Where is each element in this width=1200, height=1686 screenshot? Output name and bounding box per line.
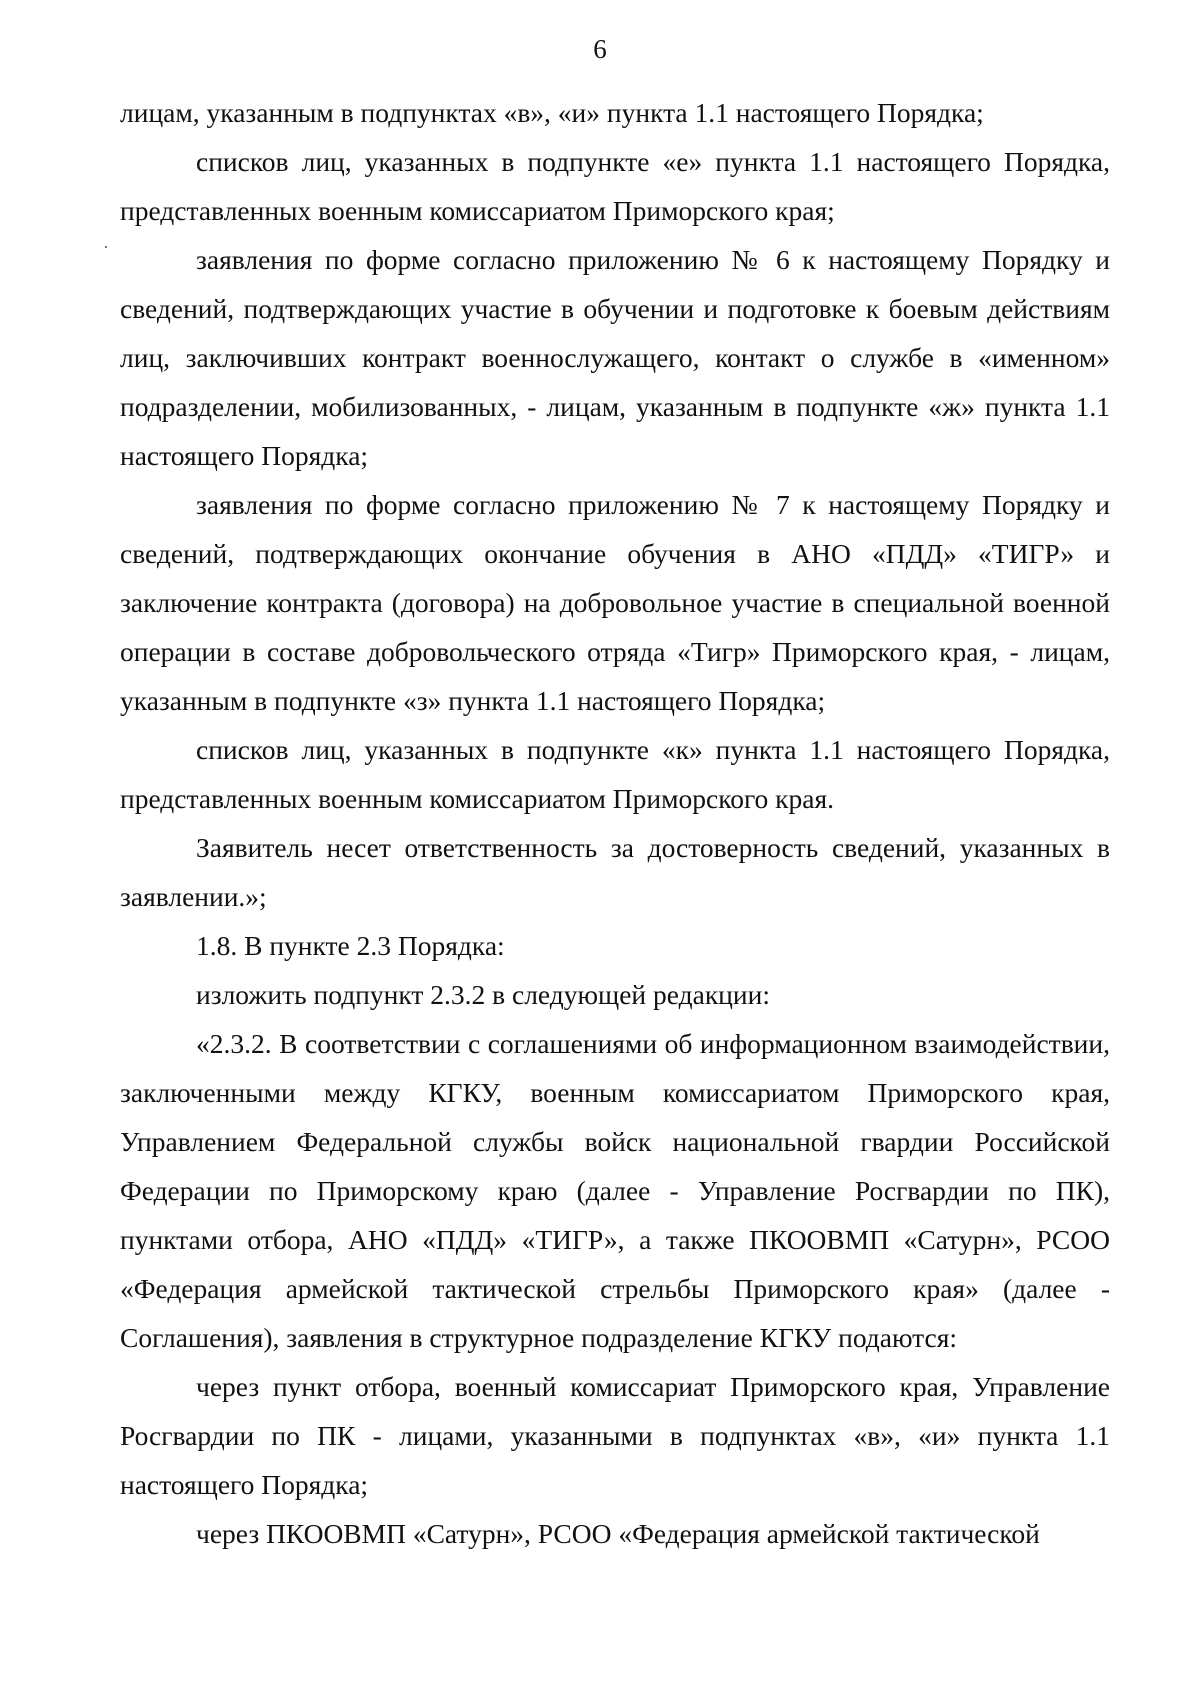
paragraph-application-6: заявления по форме согласно приложению № 6 к настоящему Порядку и сведений, подтверждающих участие в обучении и подготовке к боевым действиям лиц, заключивших контракт военнослужащего, контакт о службе в «именном» подразделении, мобилизованных, - лицам, указанным в подпункте «ж» пункта 1.1 настоящего Порядка; (120, 244, 1110, 471)
paragraph-responsibility: Заявитель несет ответственность за достоверность сведений, указанных в заявлении.»; (120, 832, 1110, 912)
paragraph-lists-k: списков лиц, указанных в подпункте «к» пункта 1.1 настоящего Порядка, представленных военным комиссариатом Приморского края. (120, 734, 1110, 814)
paragraph-amend-2-3-2: изложить подпункт 2.3.2 в следующей редакции: (196, 979, 770, 1010)
paragraph-section-1-8: 1.8. В пункте 2.3 Порядка: (196, 930, 505, 961)
page-number: 6 (593, 34, 607, 64)
scan-speck (105, 246, 107, 248)
document-body (120, 88, 1110, 1558)
paragraph-via-saturn: через ПКООВМП «Сатурн», РСОО «Федерация армейской тактической (196, 1518, 1040, 1549)
paragraph-continuation: лицам, указанным в подпунктах «в», «и» пункта 1.1 настоящего Порядка; (120, 97, 984, 128)
paragraph-application-7: заявления по форме согласно приложению № 7 к настоящему Порядку и сведений, подтверждающих окончание обучения в АНО «ПДД» «ТИГР» и заключение контракта (договора) на добровольное участие в специальной военной операции в составе добровольческого отряда «Тигр» Приморского края, - лицам, указанным в подпункте «з» пункта 1.1 настоящего Порядка; (120, 489, 1110, 716)
paragraph-lists-e: списков лиц, указанных в подпункте «е» пункта 1.1 настоящего Порядка, представленных военным комиссариатом Приморского края; (120, 146, 1110, 226)
paragraph-2-3-2: «2.3.2. В соответствии с соглашениями об информационном взаимодействии, заключенными между КГКУ, военным комиссариатом Приморского края, Управлением Федеральной службы войск национальной гвардии Российской Федерации по Приморскому краю (далее - Управление Росгвардии по ПК), пунктами отбора, АНО «ПДД» «ТИГР», а также ПКООВМП «Сатурн», РСОО «Федерация армейской тактической стрельбы Приморского края» (далее - Соглашения), заявления в структурное подразделение КГКУ подаются: (120, 1028, 1110, 1353)
paragraph-via-selection-point: через пункт отбора, военный комиссариат Приморского края, Управление Росгвардии по ПК - лицами, указанными в подпунктах «в», «и» пункта 1.1 настоящего Порядка; (120, 1371, 1110, 1500)
